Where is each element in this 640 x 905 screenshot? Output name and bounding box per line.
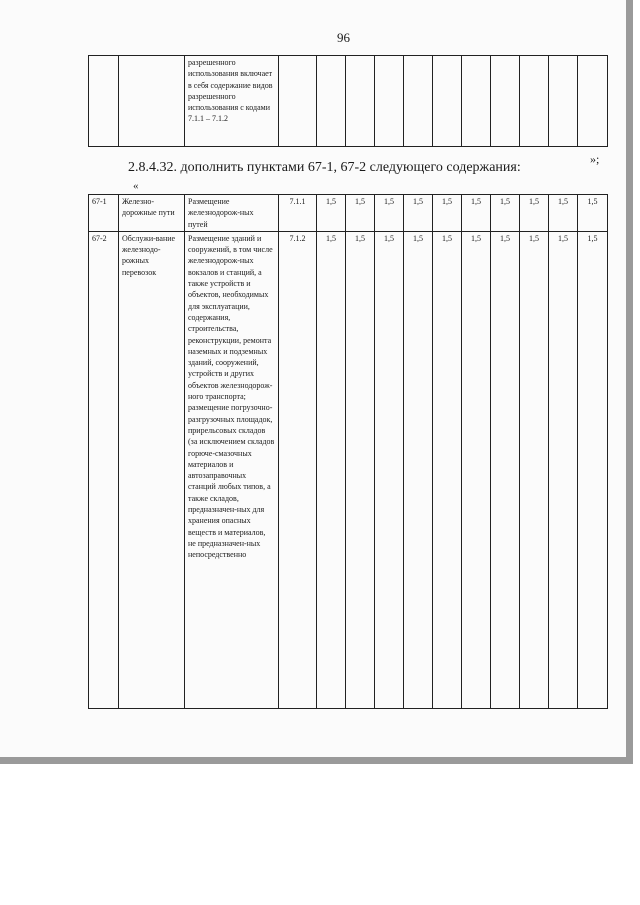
value-cell: 1,5 xyxy=(491,231,520,708)
use-name: Железно-дорожные пути xyxy=(119,195,185,232)
value-cell: 1,5 xyxy=(549,195,578,232)
value-cell: 1,5 xyxy=(404,195,433,232)
table-cell xyxy=(346,56,375,147)
opening-quote: « xyxy=(133,180,139,192)
use-code: 7.1.2 xyxy=(279,231,317,708)
value-cell: 1,5 xyxy=(578,231,608,708)
table-cell xyxy=(89,56,119,147)
table-cell xyxy=(462,56,491,147)
value-cell: 1,5 xyxy=(578,195,608,232)
amendment-instruction: 2.8.4.32. дополнить пунктами 67-1, 67-2 следующего содержания: xyxy=(128,160,521,175)
value-cell: 1,5 xyxy=(520,195,549,232)
table-row xyxy=(89,231,608,708)
value-cell: 1,5 xyxy=(462,195,491,232)
table-row xyxy=(89,195,608,232)
regulations-table xyxy=(88,194,608,709)
table-row xyxy=(89,56,608,147)
row-number: 67-1 xyxy=(89,195,119,232)
value-cell: 1,5 xyxy=(491,195,520,232)
value-cell: 1,5 xyxy=(433,231,462,708)
value-cell: 1,5 xyxy=(433,195,462,232)
use-description: Размещение зданий и сооружений, в том числе железнодорож-ных вокзалов и станций, а также устройств и объектов, необходимых для эксплуатации, содержания, строительства, реконструкции, ремонта наземных и подземных зданий, сооружений, устройств и других объектов железнодорож-ного транспорта; размещение погрузочно-разгрузочных площадок, прирельсовых складов (за исключением складов горюче-смазочных материалов и автозаправочных станций любых типов, а также складов, предназначен-ных для хранения опасных веществ и материалов, не предназначен-ных непосредственно xyxy=(185,231,279,708)
table-cell xyxy=(520,56,549,147)
value-cell: 1,5 xyxy=(346,195,375,232)
continuation-table xyxy=(88,55,608,147)
table-cell xyxy=(578,56,608,147)
page-number: 96 xyxy=(337,30,350,45)
value-cell: 1,5 xyxy=(317,195,346,232)
value-cell: 1,5 xyxy=(404,231,433,708)
value-cell: 1,5 xyxy=(317,231,346,708)
table-cell xyxy=(375,56,404,147)
value-cell: 1,5 xyxy=(520,231,549,708)
closing-quote: »; xyxy=(590,152,600,166)
table-cell: разрешенного использования включает в себя содержание видов разрешенного использования с кодами 7.1.1 – 7.1.2 xyxy=(185,56,279,147)
table-cell xyxy=(317,56,346,147)
value-cell: 1,5 xyxy=(462,231,491,708)
table-cell xyxy=(491,56,520,147)
value-cell: 1,5 xyxy=(375,195,404,232)
value-cell: 1,5 xyxy=(375,231,404,708)
table-cell xyxy=(404,56,433,147)
value-cell: 1,5 xyxy=(346,231,375,708)
table-cell xyxy=(549,56,578,147)
use-name: Обслужи-вание железнодо-рожных перевозок xyxy=(119,231,185,708)
table-cell xyxy=(119,56,185,147)
use-description: Размещение железнодорож-ных путей xyxy=(185,195,279,232)
value-cell: 1,5 xyxy=(549,231,578,708)
row-number: 67-2 xyxy=(89,231,119,708)
table-cell xyxy=(279,56,317,147)
use-code: 7.1.1 xyxy=(279,195,317,232)
table-cell xyxy=(433,56,462,147)
